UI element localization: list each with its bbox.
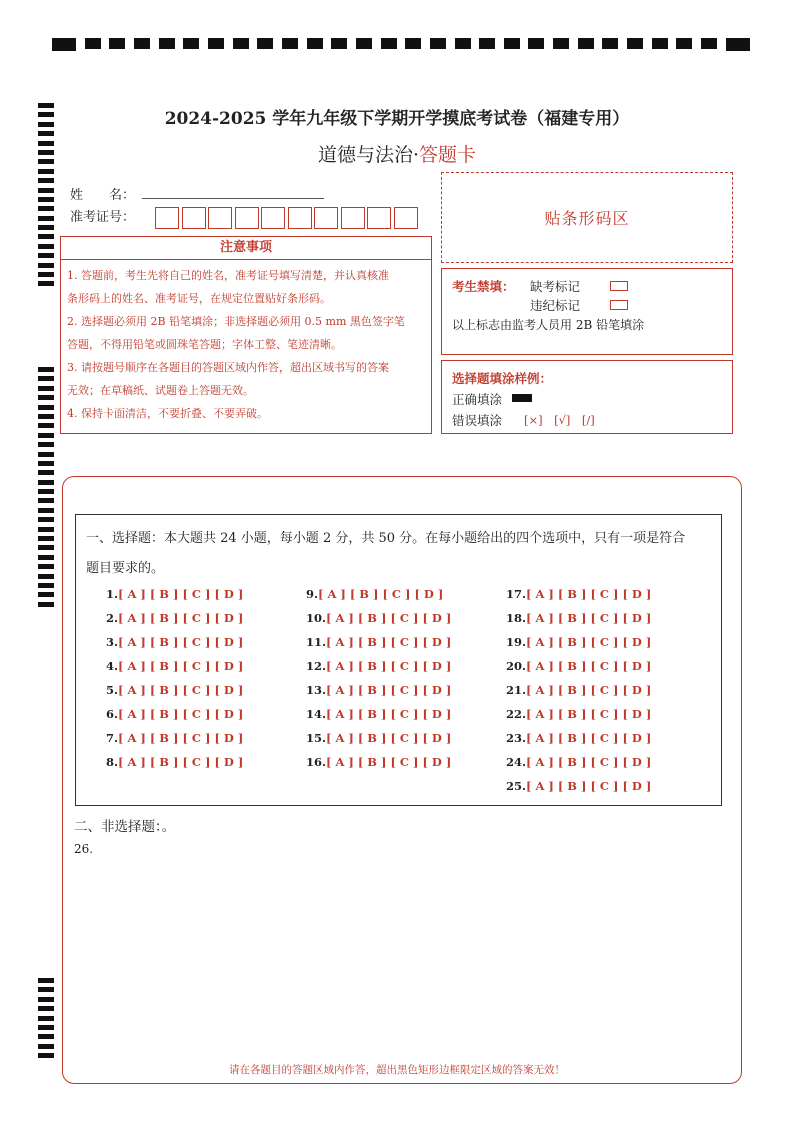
answer-row[interactable] — [106, 635, 243, 649]
question-number: 10. — [306, 611, 327, 625]
question-number: 13. — [306, 683, 327, 697]
top-timing-marks — [52, 38, 750, 52]
section1-instructions — [86, 524, 716, 584]
answer-options[interactable]: [ A ] [ B ] [ C ] [ D ] — [526, 755, 652, 769]
id-digit-box[interactable] — [182, 207, 206, 229]
answer-row[interactable] — [306, 611, 451, 625]
answer-options[interactable]: [ A ] [ B ] [ C ] [ D ] — [118, 659, 244, 673]
question-number: 23. — [506, 731, 527, 745]
id-digit-box[interactable] — [341, 207, 365, 229]
question-number: 16. — [306, 755, 327, 769]
side-timing-marks-top — [38, 103, 54, 291]
answer-row[interactable] — [306, 659, 451, 673]
question-number: 7. — [106, 731, 119, 745]
section1-line2: 题目要求的。 — [86, 561, 165, 576]
answer-options[interactable]: [ A ] [ B ] [ C ] [ D ] — [326, 611, 452, 625]
answer-row[interactable] — [506, 611, 651, 625]
question-number: 24. — [506, 755, 527, 769]
question-number: 8. — [106, 755, 119, 769]
answer-row[interactable] — [306, 587, 443, 601]
banned-note: 以上标志由监考人员用 2B 铅笔填涂 — [452, 318, 645, 332]
answer-row[interactable] — [506, 659, 651, 673]
sample-title: 选择题填涂样例： — [452, 371, 553, 386]
fill-sample-box — [441, 360, 733, 434]
question-number: 25. — [506, 779, 527, 793]
notice-heading: 注意事项 — [61, 237, 431, 260]
notice-item: 无效；在草稿纸、试题卷上答题无效。 — [67, 384, 254, 397]
subject-name: 道德与法治· — [317, 144, 420, 166]
answer-row[interactable] — [106, 731, 243, 745]
banned-title: 考生禁填： — [452, 279, 515, 294]
answer-row[interactable] — [106, 659, 243, 673]
subject-title — [0, 140, 794, 167]
question-number: 3. — [106, 635, 119, 649]
id-boxes — [155, 207, 420, 229]
question-number: 21. — [506, 683, 527, 697]
answer-options[interactable]: [ A ] [ B ] [ C ] [ D ] — [118, 683, 244, 697]
answer-options[interactable]: [ A ] [ B ] [ C ] [ D ] — [118, 611, 244, 625]
answer-row[interactable] — [506, 587, 651, 601]
barcode-label: 贴条形码区 — [544, 209, 630, 228]
answer-row[interactable] — [306, 635, 451, 649]
answer-row[interactable] — [306, 755, 451, 769]
answer-row[interactable] — [106, 707, 243, 721]
absent-mark-label: 缺考标记 — [530, 279, 581, 294]
answer-options[interactable]: [ A ] [ B ] [ C ] [ D ] — [526, 587, 652, 601]
question-number: 20. — [506, 659, 527, 673]
answer-row[interactable] — [506, 731, 651, 745]
question-number: 6. — [106, 707, 119, 721]
id-label: 准考证号： — [70, 210, 136, 225]
question-number: 5. — [106, 683, 119, 697]
section2-title: 二、非选择题：。 — [74, 819, 176, 835]
answer-row[interactable] — [506, 635, 651, 649]
question-number: 22. — [506, 707, 527, 721]
question-number: 14. — [306, 707, 327, 721]
answer-row[interactable] — [306, 707, 451, 721]
question-number: 9. — [306, 587, 319, 601]
notice-item: 答题，不得用铅笔或圆珠笔答题；字体工整、笔迹清晰。 — [67, 338, 342, 351]
answer-options[interactable]: [ A ] [ B ] [ C ] [ D ] — [118, 635, 244, 649]
answer-options[interactable]: [ A ] [ B ] [ C ] [ D ] — [326, 635, 452, 649]
answer-options[interactable]: [ A ] [ B ] [ C ] [ D ] — [526, 707, 652, 721]
answer-row[interactable] — [506, 779, 651, 793]
answer-options[interactable]: [ A ] [ B ] [ C ] [ D ] — [326, 731, 452, 745]
answer-row[interactable] — [306, 731, 451, 745]
question-number: 18. — [506, 611, 527, 625]
answer-row[interactable] — [506, 683, 651, 697]
answer-row[interactable] — [106, 611, 243, 625]
answer-row[interactable] — [106, 755, 243, 769]
answer-row[interactable] — [106, 587, 243, 601]
notice-item: 4. 保持卡面清洁，不要折叠、不要弄破。 — [67, 407, 268, 420]
answer-options[interactable]: [ A ] [ B ] [ C ] [ D ] — [118, 587, 244, 601]
answer-options[interactable]: [ A ] [ B ] [ C ] [ D ] — [326, 755, 452, 769]
card-name: 答题卡 — [419, 144, 477, 166]
question-number: 2. — [106, 611, 119, 625]
id-digit-box[interactable] — [208, 207, 232, 229]
notice-item: 1. 答题前，考生先将自己的姓名，准考证号填写清楚，并认真核准 — [67, 269, 389, 282]
answer-options[interactable]: [ A ] [ B ] [ C ] [ D ] — [118, 731, 244, 745]
answer-options[interactable]: [ A ] [ B ] [ C ] [ D ] — [526, 683, 652, 697]
wrong-fill-samples: [×] [√] [/] — [524, 413, 595, 427]
question-26-label: 26. — [74, 842, 94, 856]
barcode-area — [441, 172, 733, 263]
question-number: 12. — [306, 659, 327, 673]
wrong-fill-label: 错误填涂 — [452, 413, 503, 428]
answer-options[interactable]: [ A ] [ B ] [ C ] [ D ] — [526, 731, 652, 745]
notice-item: 2. 选择题必须用 2B 铅笔填涂；非选择题必须用 0.5 mm 黑色签字笔 — [67, 315, 405, 328]
answer-options[interactable]: [ A ] [ B ] [ C ] [ D ] — [526, 611, 652, 625]
answer-options[interactable]: [ A ] [ B ] [ C ] [ D ] — [526, 659, 652, 673]
absent-mark-box[interactable] — [610, 281, 628, 291]
footer-warning: 请在各题目的答题区域内作答，超出黑色矩形边框限定区域的答案无效！ — [229, 1064, 565, 1076]
id-digit-box[interactable] — [288, 207, 312, 229]
question-number: 4. — [106, 659, 119, 673]
answer-options[interactable]: [ A ] [ B ] [ C ] [ D ] — [526, 635, 652, 649]
question-number: 15. — [306, 731, 327, 745]
answer-options[interactable]: [ A ] [ B ] [ C ] [ D ] — [326, 707, 452, 721]
notice-item: 3. 请按题号顺序在各题目的答题区域内作答，超出区域书写的答案 — [67, 361, 389, 374]
question-number: 1. — [106, 587, 119, 601]
notice-box — [60, 236, 432, 434]
correct-fill-label: 正确填涂 — [452, 392, 503, 407]
answer-row[interactable] — [506, 755, 651, 769]
answer-options[interactable]: [ A ] [ B ] [ C ] [ D ] — [118, 707, 244, 721]
answer-row[interactable] — [506, 707, 651, 721]
question-number: 17. — [506, 587, 527, 601]
id-digit-box[interactable] — [155, 207, 179, 229]
side-timing-marks-bottom — [38, 978, 54, 1063]
id-digit-box[interactable] — [314, 207, 338, 229]
answer-options[interactable]: [ A ] [ B ] [ C ] [ D ] — [326, 683, 452, 697]
exam-title: 2024-2025 学年九年级下学期开学摸底考试卷（福建专用） — [164, 109, 630, 129]
answer-row[interactable] — [106, 683, 243, 697]
notice-item: 条形码上的姓名、准考证号，在规定位置贴好条形码。 — [67, 292, 331, 305]
answer-options[interactable]: [ A ] [ B ] [ C ] [ D ] — [118, 755, 244, 769]
id-digit-box[interactable] — [235, 207, 259, 229]
violation-mark-label: 违纪标记 — [530, 298, 581, 313]
answer-options[interactable]: [ A ] [ B ] [ C ] [ D ] — [526, 779, 652, 793]
question-number: 19. — [506, 635, 527, 649]
answer-options[interactable]: [ A ] [ B ] [ C ] [ D ] — [318, 587, 444, 601]
examinee-banned-box — [441, 268, 733, 355]
id-digit-box[interactable] — [367, 207, 391, 229]
name-input-line[interactable] — [142, 198, 324, 199]
id-digit-box[interactable] — [394, 207, 418, 229]
correct-fill-sample — [512, 394, 532, 402]
name-label: 姓 名： — [70, 188, 136, 203]
answer-row[interactable] — [306, 683, 451, 697]
notice-list — [61, 260, 431, 425]
answer-options[interactable]: [ A ] [ B ] [ C ] [ D ] — [326, 659, 452, 673]
question-number: 11. — [306, 635, 327, 649]
section1-line1: 一、选择题：本大题共 24 小题，每小题 2 分，共 50 分。在每小题给出的四个选项中，只有一项是符合 — [86, 531, 686, 546]
side-timing-marks-middle — [38, 367, 54, 611]
id-digit-box[interactable] — [261, 207, 285, 229]
violation-mark-box[interactable] — [610, 300, 628, 310]
